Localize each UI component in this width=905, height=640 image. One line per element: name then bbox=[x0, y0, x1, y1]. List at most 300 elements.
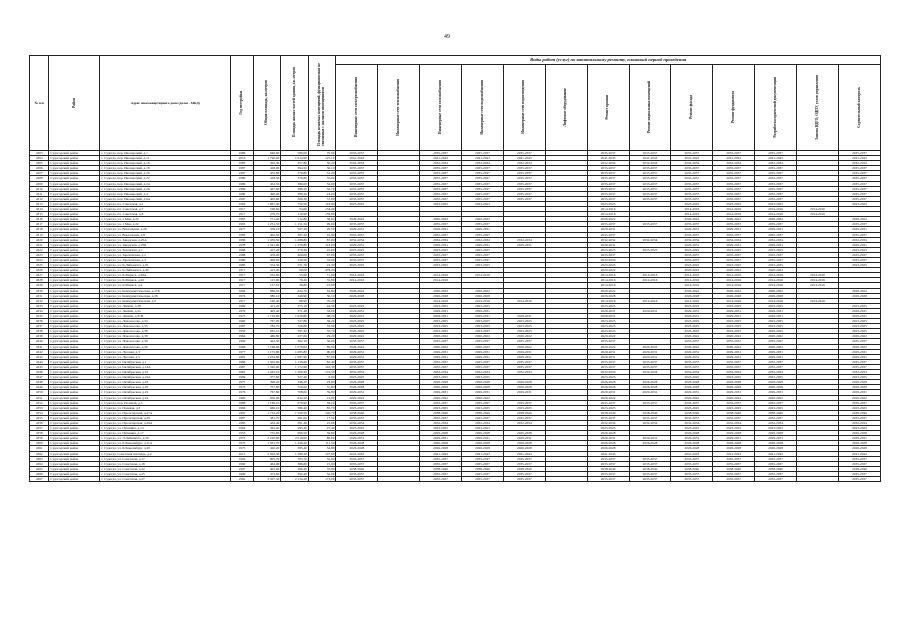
cell-work-period: 2020-2022 bbox=[713, 344, 755, 349]
cell-work-period: 2026-2028 bbox=[713, 385, 755, 390]
cell-no: 4305 bbox=[30, 161, 49, 166]
cell-total-area: 402,00 bbox=[253, 466, 281, 471]
cell-nonliving-area: 134,40 bbox=[308, 207, 336, 212]
cell-district: Судогодский район bbox=[49, 329, 100, 334]
cell-work-period: 2035-2037 bbox=[420, 186, 462, 191]
cell-living-area: 60,00 bbox=[281, 268, 309, 273]
cell-work-period: 2035-2037 bbox=[671, 186, 713, 191]
cell-work-period: 2035-2037 bbox=[336, 364, 378, 369]
cell-work-period: 2035-2037 bbox=[420, 359, 462, 364]
cell-no: 4323 bbox=[30, 252, 49, 257]
cell-work-period: 2029-2031 bbox=[462, 308, 504, 313]
cell-work-period: 2023-2025 bbox=[336, 319, 378, 324]
cell-work-period: 2032-2034 bbox=[420, 161, 462, 166]
cell-address: г. Судогда, ул. Л.Либкнехта, д.30 bbox=[100, 436, 231, 441]
cell-address: г. Судогда, ул. Пушкина, д.17 bbox=[100, 431, 231, 436]
cell-work-period: 2032-2034 bbox=[629, 420, 671, 425]
cell-work-period: 2020-2022 bbox=[420, 334, 462, 339]
cell-nonliving-area: 59,80 bbox=[308, 431, 336, 436]
cell-work-period: 2041-2043 bbox=[462, 156, 504, 161]
cell-work-period: 2023-2025 bbox=[336, 263, 378, 268]
cell-address: г. Судогда, ул. Заводская, д.25Б bbox=[100, 242, 231, 247]
cell-district: Судогодский район bbox=[49, 242, 100, 247]
cell-work-period: 2014-2016 bbox=[797, 212, 839, 217]
cell-work-period: 2041-2043 bbox=[587, 451, 629, 456]
cell-work-period: 2035-2037 bbox=[420, 400, 462, 405]
cell-work-period: 2020-2022 bbox=[420, 395, 462, 400]
cell-address: г. Судогда, ул. Пролетарская, д.27А bbox=[100, 410, 231, 415]
cell-address: г. Судогда, ул. К.Либкнехта, д.40 bbox=[100, 268, 231, 273]
cell-address: г. Судогда, ул. Ленина, д.2а bbox=[100, 308, 231, 313]
cell-living-area: 394,50 bbox=[281, 166, 309, 171]
cell-work-period: 2032-2034 bbox=[462, 420, 504, 425]
cell-work-period: 2020-2022 bbox=[755, 288, 797, 293]
cell-total-area: 476,00 bbox=[253, 252, 281, 257]
cell-nonliving-area: 159,80 bbox=[308, 212, 336, 217]
cell-year: 1974 bbox=[231, 293, 253, 298]
cell-work-period: 2029-2031 bbox=[629, 354, 671, 359]
cell-total-area: 402,50 bbox=[253, 232, 281, 237]
cell-year: 2015 bbox=[231, 451, 253, 456]
cell-nonliving-area: 67,00 bbox=[308, 252, 336, 257]
cell-work-period: 2035-2037 bbox=[503, 471, 545, 476]
cell-work-period: 2026-2028 bbox=[671, 380, 713, 385]
cell-living-area: 390,40 bbox=[281, 471, 309, 476]
cell-work-period: 2035-2037 bbox=[503, 191, 545, 196]
cell-district: Судогодский район bbox=[49, 227, 100, 232]
cell-district: Судогодский район bbox=[49, 298, 100, 303]
cell-work-period: 2038-2040 bbox=[713, 410, 755, 415]
col-work-header: Строительный контроль bbox=[838, 65, 880, 151]
cell-district: Судогодский район bbox=[49, 359, 100, 364]
cell-no: 4367 bbox=[30, 477, 49, 482]
cell-work-period: 2035-2037 bbox=[838, 196, 880, 201]
cell-work-period: 2041-2043 bbox=[462, 451, 504, 456]
cell-work-period: 2035-2037 bbox=[420, 166, 462, 171]
cell-work-period: 2029-2031 bbox=[755, 308, 797, 313]
cell-nonliving-area: 15,00 bbox=[308, 395, 336, 400]
cell-total-area: 554,30 bbox=[253, 263, 281, 268]
cell-work-period: 2014-2016 bbox=[587, 212, 629, 217]
cell-total-area: 1 790,00 bbox=[253, 156, 281, 161]
cell-year: 1987 bbox=[231, 415, 253, 420]
cell-work-period: 2014-2016 bbox=[587, 283, 629, 288]
cell-work-period: 2020-2022 bbox=[755, 268, 797, 273]
cell-work-period: 2023-2025 bbox=[755, 324, 797, 329]
cell-total-area: 417,20 bbox=[253, 247, 281, 252]
cell-work-period: 2023-2025 bbox=[838, 405, 880, 410]
cell-work-period: 2029-2031 bbox=[838, 242, 880, 247]
cell-work-period: 2029-2031 bbox=[587, 227, 629, 232]
cell-nonliving-area: 35,70 bbox=[308, 329, 336, 334]
cell-no: 4340 bbox=[30, 339, 49, 344]
col-year-header: Год постройки bbox=[231, 56, 253, 151]
cell-living-area: 708,00 bbox=[281, 390, 309, 395]
cell-work-period: 2035-2037 bbox=[336, 176, 378, 181]
cell-work-period: 2038-2040 bbox=[503, 410, 545, 415]
cell-work-period: 2035-2037 bbox=[503, 196, 545, 201]
cell-work-period: 2020-2022 bbox=[629, 344, 671, 349]
cell-total-area: 1 168,00 bbox=[253, 344, 281, 349]
cell-work-period: 2035-2037 bbox=[462, 471, 504, 476]
cell-work-period: 2023-2025 bbox=[755, 201, 797, 206]
cell-work-period: 2035-2037 bbox=[713, 400, 755, 405]
cell-work-period: 2023-2025 bbox=[755, 319, 797, 324]
cell-address: г. Судогда, пер. Пионерский, д.20 bbox=[100, 171, 231, 176]
cell-year: 1917 bbox=[231, 207, 253, 212]
cell-address: г. Судогда, пер. Пионерский, д.26 bbox=[100, 186, 231, 191]
cell-work-period: 2035-2037 bbox=[336, 461, 378, 466]
cell-nonliving-area: 32,70 bbox=[308, 186, 336, 191]
cell-year: 1962 bbox=[231, 201, 253, 206]
cell-nonliving-area: 35,00 bbox=[308, 176, 336, 181]
cell-work-period: 2035-2037 bbox=[755, 415, 797, 420]
cell-work-period: 2035-2037 bbox=[420, 176, 462, 181]
cell-work-period: 2035-2037 bbox=[838, 456, 880, 461]
col-address-header: Адрес многоквартирного дома (далее - МКД) bbox=[100, 56, 231, 151]
cell-work-period: 2035-2037 bbox=[587, 461, 629, 466]
cell-work-period: 2023-2025 bbox=[462, 324, 504, 329]
cell-work-period: 2038-2040 bbox=[420, 466, 462, 471]
cell-work-period: 2035-2037 bbox=[713, 191, 755, 196]
cell-work-period: 2026-2028 bbox=[336, 293, 378, 298]
cell-address: г. Судогда, ул. Октябрьская, д.24 bbox=[100, 395, 231, 400]
cell-year: 1917 bbox=[231, 298, 253, 303]
cell-year: 1984 bbox=[231, 288, 253, 293]
cell-living-area: 1 580,30 bbox=[281, 451, 309, 456]
cell-district: Судогодский район bbox=[49, 395, 100, 400]
cell-no: 4304 bbox=[30, 156, 49, 161]
cell-no: 4345 bbox=[30, 364, 49, 369]
cell-nonliving-area: 32,00 bbox=[308, 181, 336, 186]
cell-no: 4309 bbox=[30, 181, 49, 186]
cell-district: Судогодский район bbox=[49, 263, 100, 268]
cell-living-area: 712,80 bbox=[281, 217, 309, 222]
cell-work-period: 2014-2016 bbox=[420, 298, 462, 303]
cell-work-period: 2035-2037 bbox=[838, 471, 880, 476]
cell-work-period: 2029-2031 bbox=[420, 349, 462, 354]
cell-work-period: 2032-2034 bbox=[713, 420, 755, 425]
cell-work-period: 2035-2037 bbox=[503, 181, 545, 186]
cell-work-period: 2035-2037 bbox=[336, 252, 378, 257]
cell-work-period: 2026-2028 bbox=[462, 385, 504, 390]
cell-work-period: 2029-2031 bbox=[462, 227, 504, 232]
cell-year: 1950 bbox=[231, 329, 253, 334]
col-living-area-header: Площадь жилых частей здания, кв. метров bbox=[281, 56, 309, 151]
cell-address: г. Судогда, ул. Вокзальная, д.8 bbox=[100, 232, 231, 237]
cell-year: 1989 bbox=[231, 257, 253, 262]
cell-work-period: 2014-2016 bbox=[713, 298, 755, 303]
cell-district: Судогодский район bbox=[49, 308, 100, 313]
cell-year: 1960 bbox=[231, 395, 253, 400]
cell-work-period: 2035-2037 bbox=[462, 252, 504, 257]
cell-district: Судогодский район bbox=[49, 293, 100, 298]
cell-work-period: 2035-2037 bbox=[838, 191, 880, 196]
cell-no: 4359 bbox=[30, 436, 49, 441]
cell-nonliving-area: 30,20 bbox=[308, 161, 336, 166]
cell-work-period: 2038-2040 bbox=[671, 410, 713, 415]
cell-work-period: 2029-2031 bbox=[671, 227, 713, 232]
cell-address: г. Судогда, ул. Ломоносова, д.36 bbox=[100, 329, 231, 334]
cell-work-period: 2032-2034 bbox=[755, 370, 797, 375]
cell-work-period: 2014-2016 bbox=[629, 298, 671, 303]
cell-work-period: 2041-2043 bbox=[713, 156, 755, 161]
cell-address: г. Судогда, ул. Луговая, д.5 bbox=[100, 354, 231, 359]
cell-work-period: 2035-2037 bbox=[671, 364, 713, 369]
cell-work-period: 2038-2040 bbox=[587, 410, 629, 415]
cell-work-period: 2041-2043 bbox=[503, 451, 545, 456]
cell-total-area: 365,30 bbox=[253, 161, 281, 166]
cell-work-period: 2035-2037 bbox=[671, 171, 713, 176]
cell-district: Судогодский район bbox=[49, 446, 100, 451]
cell-living-area: 679,90 bbox=[281, 400, 309, 405]
cell-district: Судогодский район bbox=[49, 161, 100, 166]
cell-no: 4332 bbox=[30, 298, 49, 303]
cell-address: г. Судогда, ул. Р.Люксембург, д.11А bbox=[100, 441, 231, 446]
cell-work-period bbox=[797, 477, 839, 482]
cell-no: 4313 bbox=[30, 201, 49, 206]
cell-year: 1988 bbox=[231, 252, 253, 257]
cell-work-period: 2020-2022 bbox=[755, 344, 797, 349]
cell-district: Судогодский район bbox=[49, 268, 100, 273]
cell-work-period: 2035-2037 bbox=[629, 181, 671, 186]
cell-work-period: 2023-2025 bbox=[587, 303, 629, 308]
cell-district: Судогодский район bbox=[49, 217, 100, 222]
cell-living-area: 369,30 bbox=[281, 196, 309, 201]
cell-nonliving-area: 32,00 bbox=[308, 471, 336, 476]
cell-work-period: 2038-2040 bbox=[838, 410, 880, 415]
cell-work-period: 2035-2037 bbox=[420, 456, 462, 461]
cell-no: 4330 bbox=[30, 288, 49, 293]
cell-work-period: 2041-2043 bbox=[838, 451, 880, 456]
cell-work-period: 2026-2028 bbox=[755, 441, 797, 446]
cell-work-period: 2026-2028 bbox=[336, 431, 378, 436]
cell-work-period: 2029-2031 bbox=[629, 436, 671, 441]
cell-year: 1973 bbox=[231, 436, 253, 441]
cell-district: Судогодский район bbox=[49, 477, 100, 482]
cell-living-area: 2 134,20 bbox=[281, 477, 309, 482]
cell-work-period: 2029-2031 bbox=[713, 242, 755, 247]
cell-work-period: 2029-2031 bbox=[713, 227, 755, 232]
cell-work-period: 2029-2031 bbox=[671, 390, 713, 395]
cell-work-period: 2041-2043 bbox=[838, 156, 880, 161]
cell-work-period: 2035-2037 bbox=[336, 191, 378, 196]
cell-work-period: 2029-2031 bbox=[420, 436, 462, 441]
cell-work-period: 2035-2037 bbox=[838, 151, 880, 156]
cell-year: 1965 bbox=[231, 217, 253, 222]
cell-address: г. Судогда, Советская площадь, д.2 bbox=[100, 451, 231, 456]
cell-district: Судогодский район bbox=[49, 212, 100, 217]
cell-work-period: 2020-2022 bbox=[420, 217, 462, 222]
cell-no: 4364 bbox=[30, 461, 49, 466]
cell-work-period: 2035-2037 bbox=[462, 415, 504, 420]
cell-address: г. Судогда, ул. Пушкина, д.13 bbox=[100, 426, 231, 431]
cell-work-period: 2035-2037 bbox=[587, 166, 629, 171]
cell-work-period: 2035-2037 bbox=[420, 232, 462, 237]
cell-work-period: 2035-2037 bbox=[713, 257, 755, 262]
cell-work-period: 2029-2031 bbox=[503, 242, 545, 247]
cell-living-area: 386,60 bbox=[281, 461, 309, 466]
cell-work-period: 2014-2016 bbox=[671, 212, 713, 217]
cell-work-period: 2035-2037 bbox=[629, 176, 671, 181]
cell-total-area: 805,70 bbox=[253, 456, 281, 461]
cell-work-period: 2035-2037 bbox=[503, 364, 545, 369]
cell-work-period: 2038-2040 bbox=[462, 466, 504, 471]
cell-work-period: 2023-2025 bbox=[420, 247, 462, 252]
col-work-header: Лифтовое оборудование bbox=[545, 65, 587, 151]
cell-living-area: 53,60 bbox=[281, 273, 309, 278]
cell-address: г. Судогда, ул. К.Маркса, д.28А bbox=[100, 273, 231, 278]
cell-work-period: 2041-2043 bbox=[671, 451, 713, 456]
cell-address: г. Судогда, ул. Зареченская, д.2 bbox=[100, 252, 231, 257]
cell-year: 1975 bbox=[231, 441, 253, 446]
cell-year: 1997 bbox=[231, 466, 253, 471]
cell-work-period: 2032-2034 bbox=[713, 370, 755, 375]
cell-total-area: 1 361,70 bbox=[253, 441, 281, 446]
cell-nonliving-area: 25,60 bbox=[308, 420, 336, 425]
cell-work-period: 2023-2025 bbox=[838, 201, 880, 206]
cell-no: 4322 bbox=[30, 247, 49, 252]
cell-nonliving-area: 30,10 bbox=[308, 293, 336, 298]
cell-work-period: 2014-2016 bbox=[336, 278, 378, 283]
cell-work-period: 2032-2034 bbox=[838, 420, 880, 425]
cell-work-period: 2023-2025 bbox=[503, 324, 545, 329]
cell-work-period: 2035-2037 bbox=[838, 364, 880, 369]
col-district-header: Район bbox=[49, 56, 100, 151]
cell-work-period: 2029-2031 bbox=[713, 354, 755, 359]
cell-work-period: 2035-2037 bbox=[713, 196, 755, 201]
cell-no: 4315 bbox=[30, 212, 49, 217]
cell-work-period: 2035-2037 bbox=[503, 461, 545, 466]
cell-work-period: 2035-2037 bbox=[420, 339, 462, 344]
cell-work-period: 2035-2037 bbox=[587, 191, 629, 196]
cell-work-period: 2035-2037 bbox=[713, 151, 755, 156]
cell-work-period: 2014-2016 bbox=[713, 273, 755, 278]
cell-no: 4337 bbox=[30, 324, 49, 329]
cell-work-period: 2035-2037 bbox=[629, 359, 671, 364]
cell-work-period: 2032-2034 bbox=[755, 420, 797, 425]
cell-district: Судогодский район bbox=[49, 232, 100, 237]
cell-work-period: 2038-2040 bbox=[336, 410, 378, 415]
cell-address: г. Судогда, ул. Октябрьская, д.16А bbox=[100, 375, 231, 380]
cell-work-period: 2032-2034 bbox=[587, 370, 629, 375]
cell-work-period: 2029-2031 bbox=[420, 390, 462, 395]
cell-district: Судогодский район bbox=[49, 201, 100, 206]
cell-work-period: 2032-2034 bbox=[671, 420, 713, 425]
cell-work-period: 2035-2037 bbox=[838, 176, 880, 181]
cell-no: 4308 bbox=[30, 176, 49, 181]
cell-nonliving-area: 98,20 bbox=[308, 314, 336, 319]
cell-no: 4333 bbox=[30, 303, 49, 308]
cell-year: 1966 bbox=[231, 405, 253, 410]
cell-work-period: 2023-2025 bbox=[671, 405, 713, 410]
cell-nonliving-area: 31,20 bbox=[308, 171, 336, 176]
cell-work-period: 2035-2037 bbox=[713, 477, 755, 482]
cell-work-period: 2023-2025 bbox=[420, 329, 462, 334]
cell-district: Судогодский район bbox=[49, 364, 100, 369]
cell-work-period: 2032-2034 bbox=[503, 237, 545, 242]
cell-no: 4329 bbox=[30, 283, 49, 288]
cell-address: г. Судогда, пл. Советская, д.7 bbox=[100, 207, 231, 212]
cell-nonliving-area: 99,00 bbox=[308, 222, 336, 227]
cell-work-period: 2029-2031 bbox=[713, 314, 755, 319]
cell-no: 4325 bbox=[30, 263, 49, 268]
cell-work-period: 2020-2022 bbox=[462, 334, 504, 339]
cell-work-period: 2029-2031 bbox=[420, 227, 462, 232]
cell-work-period: 2023-2025 bbox=[420, 324, 462, 329]
cell-work-period: 2020-2022 bbox=[713, 288, 755, 293]
cell-nonliving-area: 71,00 bbox=[308, 273, 336, 278]
cell-work-period: 2038-2040 bbox=[755, 410, 797, 415]
cell-address: г. Судогда, ул. 1 Мая, д.20 bbox=[100, 217, 231, 222]
cell-work-period: 2026-2028 bbox=[671, 431, 713, 436]
cell-work-period: 2023-2025 bbox=[462, 201, 504, 206]
cell-nonliving-area: 35,80 bbox=[308, 466, 336, 471]
cell-work-period: 2026-2028 bbox=[713, 441, 755, 446]
cell-work-period: 2020-2022 bbox=[587, 334, 629, 339]
cell-total-area: 196,60 bbox=[253, 207, 281, 212]
cell-work-period: 2014-2016 bbox=[713, 283, 755, 288]
cell-nonliving-area: 15,00 bbox=[308, 461, 336, 466]
cell-work-period: 2014-2016 bbox=[797, 278, 839, 283]
cell-work-period: 2029-2031 bbox=[462, 242, 504, 247]
cell-work-period: 2020-2022 bbox=[336, 288, 378, 293]
cell-year: 1987 bbox=[231, 364, 253, 369]
cell-nonliving-area: 32,00 bbox=[308, 308, 336, 313]
cell-nonliving-area: 197,60 bbox=[308, 451, 336, 456]
cell-district: Судогодский район bbox=[49, 390, 100, 395]
cell-work-period: 2035-2037 bbox=[838, 252, 880, 257]
cell-total-area: 160,40 bbox=[253, 298, 281, 303]
cell-living-area: 385,40 bbox=[281, 446, 309, 451]
cell-year: 1917 bbox=[231, 278, 253, 283]
cell-living-area: 1 309,30 bbox=[281, 370, 309, 375]
cell-work-period: 2029-2031 bbox=[629, 308, 671, 313]
cell-nonliving-area: 37,00 bbox=[308, 196, 336, 201]
cell-no: 4312 bbox=[30, 196, 49, 201]
cell-year: 1989 bbox=[231, 186, 253, 191]
cell-work-period: 2029-2031 bbox=[336, 436, 378, 441]
cell-work-period: 2032-2034 bbox=[420, 237, 462, 242]
cell-work-period: 2035-2037 bbox=[671, 339, 713, 344]
cell-work-period: 2023-2025 bbox=[336, 329, 378, 334]
cell-work-period: 2029-2031 bbox=[713, 390, 755, 395]
cell-work-period: 2035-2037 bbox=[713, 222, 755, 227]
cell-work-period: 2035-2037 bbox=[462, 191, 504, 196]
cell-work-period: 2026-2028 bbox=[755, 380, 797, 385]
cell-living-area: 1 614,90 bbox=[281, 156, 309, 161]
cell-work-period: 2029-2031 bbox=[629, 390, 671, 395]
cell-work-period: 2026-2028 bbox=[755, 293, 797, 298]
cell-work-period: 2026-2028 bbox=[671, 441, 713, 446]
cell-total-area: 1 459,50 bbox=[253, 237, 281, 242]
cell-work-period: 2035-2037 bbox=[336, 477, 378, 482]
cell-work-period: 2032-2034 bbox=[629, 370, 671, 375]
cell-living-area: 1 240,20 bbox=[281, 441, 309, 446]
cell-year: 1917 bbox=[231, 268, 253, 273]
cell-work-period: 2032-2034 bbox=[629, 161, 671, 166]
cell-no: 4354 bbox=[30, 410, 49, 415]
cell-work-period: 2035-2037 bbox=[587, 171, 629, 176]
cell-work-period: 2029-2031 bbox=[838, 314, 880, 319]
cell-work-period: 2029-2031 bbox=[671, 314, 713, 319]
cell-year: 1987 bbox=[231, 166, 253, 171]
cell-work-period: 2032-2034 bbox=[503, 370, 545, 375]
cell-total-area: 1 445,10 bbox=[253, 370, 281, 375]
cell-work-period: 2020-2022 bbox=[336, 217, 378, 222]
cell-district: Судогодский район bbox=[49, 370, 100, 375]
cell-district: Судогодский район bbox=[49, 400, 100, 405]
